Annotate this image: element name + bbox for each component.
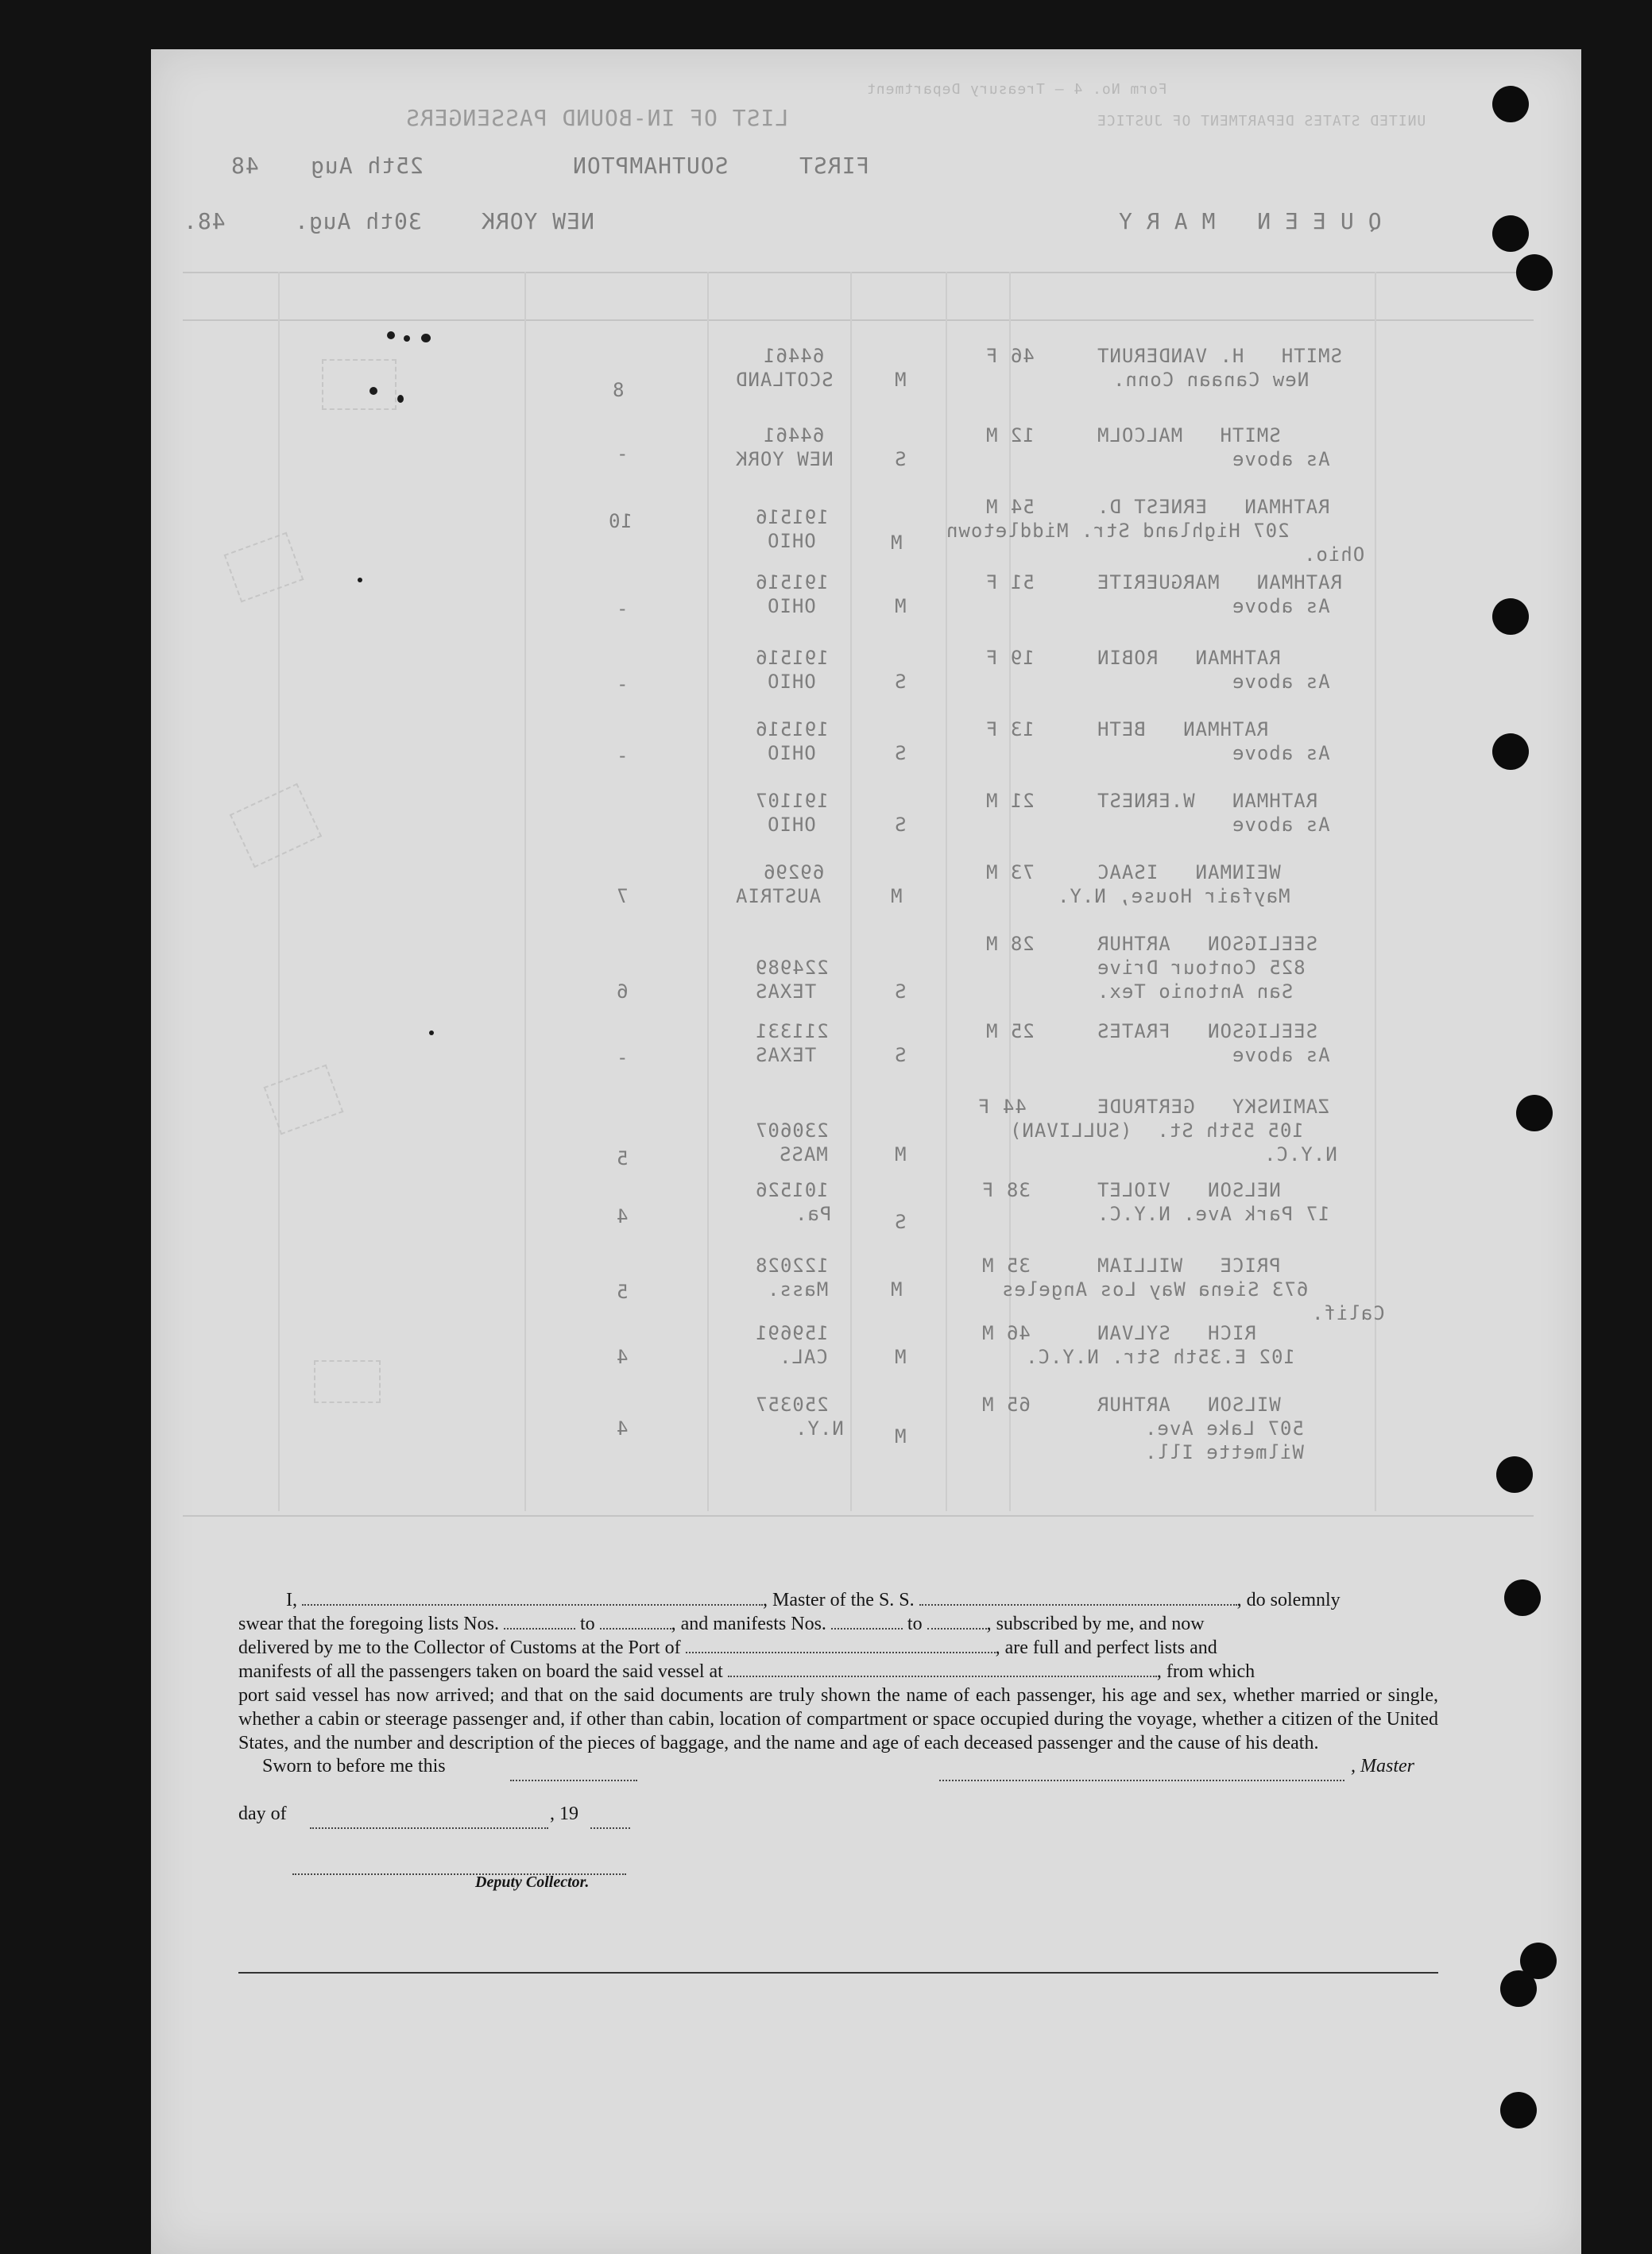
passenger-nationality: Pa. (795, 1203, 832, 1225)
passenger-age-sex: 73 M (985, 861, 1035, 883)
binder-hole (1500, 1970, 1537, 2007)
list-title: LIST OF IN-BOUND PASSENGERS (405, 105, 789, 131)
passenger-status: M (890, 885, 903, 907)
table-top-line (183, 272, 1534, 273)
from-port-field: SOUTHAMPTON (572, 153, 729, 179)
passenger-number: 211331 (755, 1020, 829, 1042)
passenger-status: M (894, 1346, 907, 1368)
passenger-address: 507 Lake Ave. (1144, 1417, 1304, 1440)
passenger-name: RATHMAN W.ERNEST (1097, 790, 1318, 812)
master-signature-blank[interactable] (939, 1765, 1344, 1781)
manifest-page (151, 49, 1581, 2254)
passenger-status: S (894, 1211, 907, 1233)
passenger-col: - (616, 443, 629, 465)
passenger-col: 5 (616, 1281, 629, 1303)
passenger-number: 69296 (763, 861, 825, 883)
passenger-age-sex: 12 M (985, 424, 1035, 447)
column-divider (707, 272, 709, 1511)
master-label: , Master (1351, 1756, 1414, 1777)
passenger-name: RATHMAN ROBIN (1097, 647, 1281, 669)
passenger-status: S (894, 671, 907, 693)
passenger-status: S (894, 1044, 907, 1066)
passenger-status: M (890, 1278, 903, 1301)
passenger-address: 105 55th St. (SULLIVAN) (1009, 1119, 1304, 1142)
passenger-address: 825 Contour Drive (1097, 957, 1306, 979)
passenger-number: 250357 (755, 1394, 829, 1416)
ink-blot (387, 331, 395, 339)
passenger-col: 6 (616, 980, 629, 1003)
passenger-address-line2: N.Y.C. (1263, 1143, 1337, 1166)
passenger-status: M (894, 595, 907, 617)
list-from-blank[interactable] (504, 1614, 575, 1630)
oath-line-1: I, , Master of the S. S. , do solemnly (286, 1590, 1341, 1610)
year-prefix: , 19 (550, 1804, 578, 1824)
faint-header-text-2: UNITED STATES DEPARTMENT OF JUSTICE (1097, 113, 1426, 130)
passenger-address-line2: Wilmette Ill. (1144, 1441, 1304, 1463)
passenger-col: 10 (608, 510, 633, 532)
passenger-nationality: N.Y. (795, 1417, 844, 1440)
manifest-from-blank[interactable] (831, 1614, 903, 1630)
binder-hole (1500, 2092, 1537, 2128)
ink-blot (369, 387, 377, 395)
binder-hole (1516, 1095, 1553, 1131)
binder-hole (1492, 86, 1529, 122)
passenger-age-sex: 19 F (985, 647, 1035, 669)
passenger-number: 159691 (755, 1322, 829, 1344)
passenger-age-sex: 44 F (977, 1096, 1027, 1118)
passenger-age-sex: 38 F (981, 1179, 1031, 1201)
table-bottom-line (183, 1515, 1534, 1517)
passenger-age-sex: 46 M (981, 1322, 1031, 1344)
master-name-blank[interactable] (302, 1590, 763, 1606)
year-arrival-field: 48. (183, 208, 226, 234)
passenger-col: 4 (616, 1205, 629, 1228)
passenger-status: S (894, 814, 907, 836)
passenger-age-sex: 65 M (981, 1394, 1031, 1416)
ghost-stamp (314, 1360, 381, 1403)
ship-name-blank[interactable] (919, 1590, 1237, 1606)
passenger-address: New Canaan Conn. (1112, 369, 1310, 391)
column-divider (1375, 272, 1376, 1511)
passenger-col: 4 (616, 1346, 629, 1368)
passenger-number: 101526 (755, 1179, 829, 1201)
passenger-name: SEELIGSON ARTHUR (1097, 933, 1318, 955)
passenger-nationality: NEW YORK (735, 448, 834, 470)
passenger-age-sex: 51 F (985, 571, 1035, 593)
binder-hole (1504, 1579, 1541, 1616)
ghost-stamp (230, 783, 322, 868)
passenger-address: 673 Siena Way Los Angeles (1001, 1278, 1309, 1301)
passenger-address-line2: San Antonio Tex. (1097, 980, 1294, 1003)
binder-hole (1496, 1456, 1533, 1493)
passenger-address: 17 Park Ave. N.Y.C. (1097, 1203, 1330, 1225)
passenger-address-line2: Calif. (1311, 1302, 1385, 1324)
ink-blot (404, 335, 410, 342)
passenger-status: M (894, 1425, 907, 1448)
passenger-name: RICH SYLVAN (1097, 1322, 1256, 1344)
passenger-number: 191516 (755, 718, 829, 740)
passenger-nationality: OHIO (767, 671, 816, 693)
passenger-age-sex: 46 F (985, 345, 1035, 367)
passenger-col: - (616, 1046, 629, 1069)
passenger-nationality: MASS (779, 1143, 828, 1166)
passenger-number: 122028 (755, 1255, 829, 1277)
column-divider (524, 272, 526, 1511)
ship-name-field: QUEEN MARY (1105, 208, 1382, 234)
passenger-number: 191516 (755, 647, 829, 669)
passenger-number: 191516 (755, 571, 829, 593)
list-to-blank[interactable] (600, 1614, 671, 1630)
departure-port-blank[interactable] (728, 1661, 1157, 1677)
sworn-day-blank[interactable] (510, 1765, 637, 1781)
passenger-number: 191516 (755, 506, 829, 528)
passenger-address: Mayfair House, N.Y. (1057, 885, 1290, 907)
binder-hole (1492, 215, 1529, 252)
passenger-name: SEELIGSON FRATES (1097, 1020, 1318, 1042)
passenger-age-sex: 54 M (985, 496, 1035, 518)
column-divider (946, 272, 947, 1511)
passenger-name: SMITH H. VANDERUNT (1097, 345, 1342, 367)
passenger-status: M (894, 369, 907, 391)
passenger-name: PRICE WILLIAM (1097, 1255, 1281, 1277)
from-date-field: 25th Aug (310, 153, 424, 179)
passenger-name: ZAMINSKY GERTRUDE (1097, 1096, 1330, 1118)
passenger-address: As above (1232, 671, 1330, 693)
month-blank[interactable] (310, 1813, 548, 1829)
year-blank[interactable] (590, 1813, 630, 1829)
binder-hole (1492, 598, 1529, 635)
table-header-line (183, 319, 1534, 321)
column-divider (850, 272, 852, 1511)
passenger-col: - (616, 597, 629, 620)
passenger-address: 207 Highland Str. Middletown (946, 520, 1290, 542)
passenger-col: 4 (616, 1417, 629, 1440)
passenger-col: - (616, 744, 629, 767)
passenger-address: As above (1232, 814, 1330, 836)
passenger-nationality: OHIO (767, 814, 816, 836)
oath-line-4: manifests of all the passengers taken on board the said vessel at , from which (238, 1661, 1255, 1682)
passenger-col: 5 (616, 1147, 629, 1170)
manifest-to-blank[interactable] (927, 1614, 987, 1630)
passenger-nationality: OHIO (767, 595, 816, 617)
passenger-address: As above (1232, 448, 1330, 470)
passenger-status: S (894, 980, 907, 1003)
passenger-name: WILSON ARTHUR (1097, 1394, 1281, 1416)
day-of-label: day of (238, 1804, 287, 1824)
passenger-nationality: SCOTLAND (735, 369, 834, 391)
faint-header-text: Form No. 4 — Treasury Department (866, 81, 1167, 98)
ink-blot (358, 578, 362, 582)
passenger-number: 191107 (755, 790, 829, 812)
passenger-nationality: Mass. (767, 1278, 829, 1301)
port-blank[interactable] (686, 1637, 996, 1653)
passenger-number: 224989 (755, 957, 829, 979)
passenger-age-sex: 35 M (981, 1255, 1031, 1277)
ink-blot (421, 334, 431, 342)
passenger-nationality: TEXAS (755, 1044, 817, 1066)
passenger-col: 7 (616, 885, 629, 907)
ink-blot (397, 395, 404, 403)
oath-paragraph (238, 1588, 1438, 1755)
oath-body: port said vessel has now arrived; and that on the said documents are truly shown the name of each passenger, his age and sex, whether married or single, whether a cabin or steerage passenger and, if other than cabin, location of compartment or space occupied during the voyage, whether a citizen of the United States, and the number and description of the pieces of baggage, and the name and age of each deceased passenger and the cause of his death. (238, 1685, 1438, 1753)
passenger-age-sex: 28 M (985, 933, 1035, 955)
passenger-address: As above (1232, 742, 1330, 764)
passenger-nationality: OHIO (767, 742, 816, 764)
passenger-address-line2: Ohio. (1303, 543, 1365, 566)
oath-line-2: swear that the foregoing lists Nos. to , and manifests Nos. to , subscribed by me, and now (238, 1614, 1205, 1634)
passenger-nationality: AUSTRIA (735, 885, 822, 907)
passenger-address: As above (1232, 1044, 1330, 1066)
passenger-age-sex: 25 M (985, 1020, 1035, 1042)
passenger-status: M (894, 1143, 907, 1166)
arrival-port-field: NEW YORK (481, 208, 594, 234)
bottom-rule (238, 1972, 1438, 1974)
deputy-signature-blank[interactable] (292, 1859, 626, 1875)
deputy-collector-label: Deputy Collector. (475, 1873, 590, 1891)
passenger-nationality: OHIO (767, 530, 816, 552)
passenger-age-sex: 21 M (985, 790, 1035, 812)
passenger-number: 64461 (763, 345, 825, 367)
year-from-field: 48 (230, 153, 259, 179)
passenger-name: SMITH MALCOLM (1097, 424, 1281, 447)
passenger-name: WEINMAN ISAAC (1097, 861, 1281, 883)
passenger-status: S (894, 742, 907, 764)
passenger-number: 230607 (755, 1119, 829, 1142)
class-field: FIRST (799, 153, 870, 179)
passenger-status: S (894, 448, 907, 470)
passenger-col: 8 (612, 379, 625, 401)
ink-blot (429, 1030, 434, 1035)
arrival-date-field: 30th Aug. (294, 208, 422, 234)
ghost-stamp (224, 532, 304, 603)
sworn-label: Sworn to before me this (262, 1756, 446, 1777)
passenger-address: 102 E.35th Str. N.Y.C. (1025, 1346, 1295, 1368)
oath-line-3: delivered by me to the Collector of Customs at the Port of , are full and perfect lists and (238, 1637, 1217, 1658)
passenger-nationality: CAL. (779, 1346, 828, 1368)
ghost-stamp (322, 359, 397, 410)
binder-hole (1516, 254, 1553, 291)
binder-hole (1492, 733, 1529, 770)
passenger-status: M (890, 532, 903, 554)
passenger-name: RATHMAN ERNEST D. (1097, 496, 1330, 518)
column-divider (278, 272, 280, 1511)
passenger-name: NELSON VIOLET (1097, 1179, 1281, 1201)
ghost-stamp (264, 1065, 344, 1135)
passenger-nationality: TEXAS (755, 980, 817, 1003)
passenger-number: 64461 (763, 424, 825, 447)
passenger-name: RATHMAN BETH (1097, 718, 1269, 740)
passenger-name: RATHMAN MARGUERITE (1097, 571, 1342, 593)
passenger-age-sex: 13 F (985, 718, 1035, 740)
passenger-col: - (616, 673, 629, 695)
passenger-address: As above (1232, 595, 1330, 617)
